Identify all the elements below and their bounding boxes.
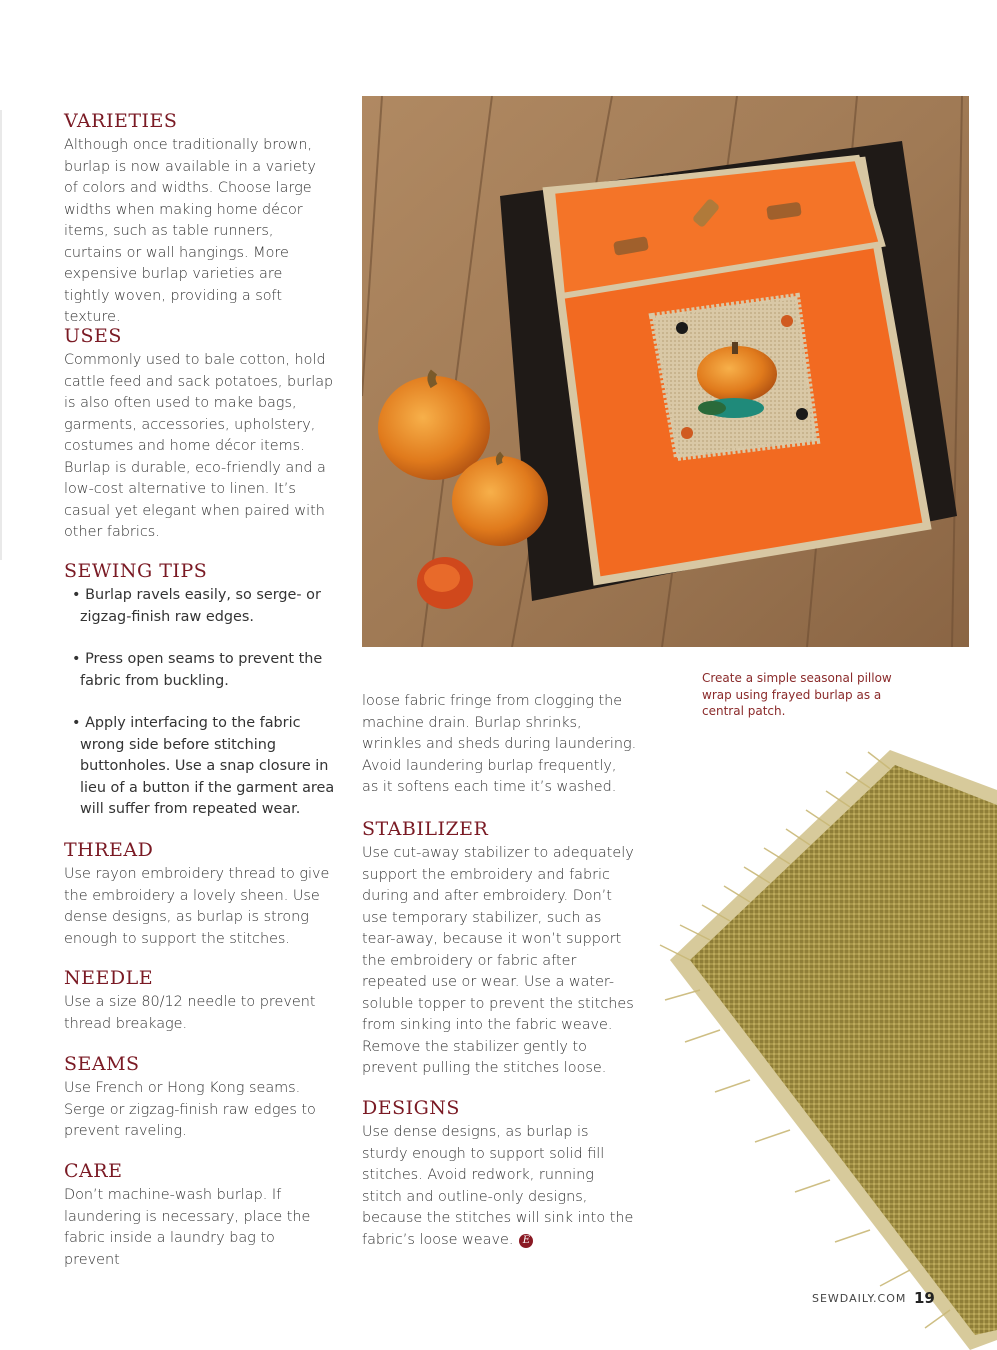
tip-item: • Press open seams to prevent the fabric from buckling.	[72, 651, 323, 689]
pillow-photo	[362, 96, 969, 647]
heading-designs: DESIGNS	[362, 1097, 460, 1119]
body-stabilizer: Use cut-away stabilizer to adequately support the embroidery and fabric during and after embroidery. Don’t use temporary stabilizer, such as tear-away, because it won’t support the embroidery or fabric after repeated use or wear. Use a water-soluble topper to prevent the stitches from sinking into the fabric weave. Remove the stabilizer gently to prevent pulling the stitches loose.	[362, 845, 634, 1076]
end-mark-icon: E	[519, 1234, 533, 1248]
page-number: 19	[914, 1289, 935, 1307]
heading-seams: SEAMS	[64, 1053, 140, 1075]
body-varieties: Although once traditionally brown, burlap is now available in a variety of colors and widths. Choose large widths when making home décor items, such as table runners, curtains or wall hangings. More expensive burlap varieties are tightly woven, providing a soft texture.	[64, 137, 316, 325]
heading-sewing-tips: SEWING TIPS	[64, 560, 208, 582]
body-thread: Use rayon embroidery thread to give the embroidery a lovely sheen. Use dense designs, as burlap is strong enough to support the stitches.	[64, 866, 330, 947]
body-uses: Commonly used to bale cotton, hold cattle feed and sack potatoes, burlap is also often used to make bags, garments, accessories, upholstery, costumes and home décor items. Burlap is durable, eco-friendly and a low-cost alternative to linen. It’s casual yet elegant when paired with other fabrics.	[64, 352, 334, 540]
heading-thread: THREAD	[64, 839, 154, 861]
photo-caption: Create a simple seasonal pillow wrap using frayed burlap as a central patch.	[702, 671, 892, 718]
tip-item: • Burlap ravels easily, so serge- or zigzag-finish raw edges.	[72, 587, 321, 625]
section-uses	[64, 325, 354, 544]
heading-needle: NEEDLE	[64, 967, 154, 989]
section-varieties	[64, 110, 354, 329]
tip-item: • Apply interfacing to the fabric wrong side before stitching buttonholes. Use a snap closure in lieu of a button if the garment area will suffer from repeated wear.	[72, 715, 335, 817]
heading-care: CARE	[64, 1160, 123, 1182]
body-care: Don’t machine-wash burlap. If laundering is necessary, place the fabric inside a laundry bag to prevent	[64, 1187, 311, 1268]
section-designs	[362, 1097, 647, 1251]
section-seams	[64, 1053, 354, 1143]
heading-varieties: VARIETIES	[64, 110, 178, 132]
page-edge-rule	[0, 110, 2, 560]
body-designs: Use dense designs, as burlap is sturdy enough to support solid fill stitches. Avoid redwork, running stitch and outline-only designs, because the stitches will sink into the fabric’s loose weave. E	[362, 1124, 634, 1248]
section-stabilizer	[362, 818, 647, 1080]
section-care-continued	[362, 691, 647, 799]
heading-stabilizer: STABILIZER	[362, 818, 489, 840]
footer-site: SEWDAILY.COM	[812, 1292, 907, 1305]
body-needle: Use a size 80/12 needle to prevent thread breakage.	[64, 994, 316, 1032]
body-seams: Use French or Hong Kong seams. Serge or zigzag-finish raw edges to prevent raveling.	[64, 1080, 316, 1139]
section-needle	[64, 967, 354, 1035]
burlap-swatch-image	[640, 730, 997, 1350]
body-care-continued: loose fabric fringe from clogging the machine drain. Burlap shrinks, wrinkles and sheds during laundering. Avoid laundering burlap frequently, as it softens each time it’s washed.	[362, 693, 637, 795]
heading-uses: USES	[64, 325, 122, 347]
section-care	[64, 1160, 354, 1271]
section-thread	[64, 839, 354, 950]
section-sewing-tips	[64, 560, 354, 821]
